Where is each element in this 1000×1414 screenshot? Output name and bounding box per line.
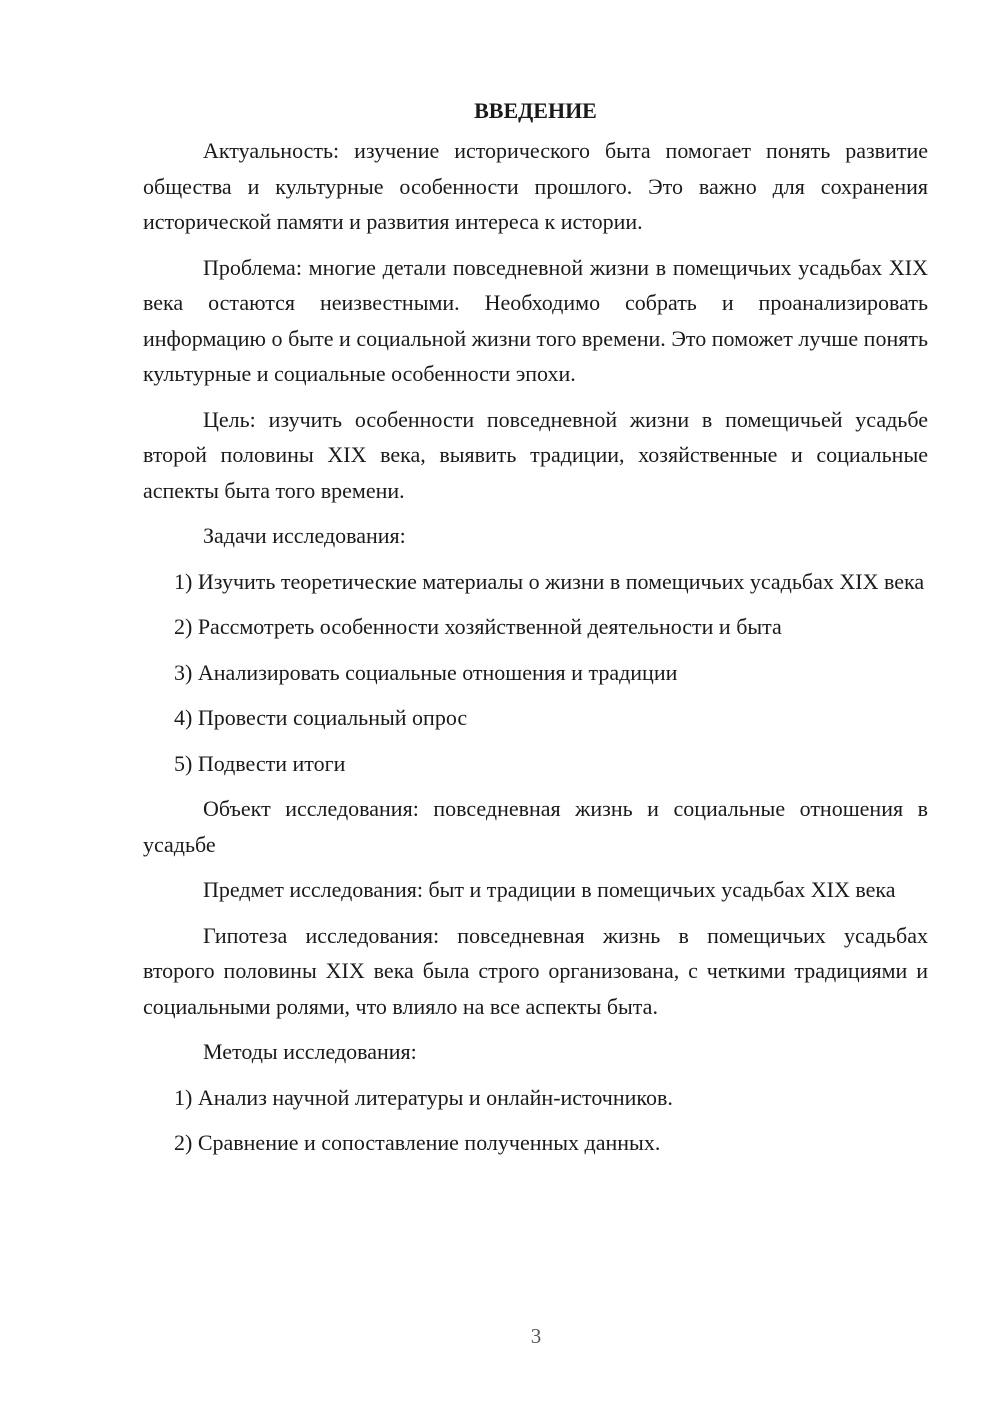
method-item: 2) Сравнение и сопоставление полученных данных. xyxy=(174,1130,661,1155)
document-page xyxy=(143,93,928,1171)
task-item: 5) Подвести итоги xyxy=(174,750,346,776)
task-item: 3) Анализировать социальные отношения и традиции xyxy=(174,659,678,685)
task-item: 2) Рассмотреть особенности хозяйственной деятельности и быта xyxy=(174,614,782,639)
section-title: ВВЕДЕНИЕ xyxy=(474,98,597,123)
hypothesis-paragraph: Гипотеза исследования: повседневная жизнь в помещичьих усадьбах второго половины XIX века была строго организована, с четкими традициями и социальными ролями, что влияло на все аспекты быта. xyxy=(143,922,928,1019)
goal-paragraph: Цель: изучить особенности повседневной жизни в помещичьей усадьбе второй половины XIX века, выявить традиции, хозяйственные и социальные аспекты быта того времени. xyxy=(143,406,928,503)
subject-paragraph: Предмет исследования: быт и традиции в помещичьих усадьбах XIX века xyxy=(203,877,896,902)
task-item: 4) Провести социальный опрос xyxy=(174,705,468,730)
task-item: 1) Изучить теоретические материалы о жизни в помещичьих усадьбах XIX века xyxy=(174,568,925,594)
page-number: 3 xyxy=(530,1324,542,1348)
method-item: 1) Анализ научной литературы и онлайн-источников. xyxy=(174,1084,673,1110)
methods-heading: Методы исследования: xyxy=(203,1039,417,1064)
object-paragraph: Объект исследования: повседневная жизнь и социальные отношения в усадьбе xyxy=(143,796,928,857)
problem-paragraph: Проблема: многие детали повседневной жизни в помещичьих усадьбах XIX века остаются неизвестными. Необходимо собрать и проанализировать информацию о быте и социальной жизни того времени. Это поможет лучше понять культурные и социальные особенности эпохи. xyxy=(143,254,928,386)
relevance-paragraph: Актуальность: изучение исторического быта помогает понять развитие общества и культурные особенности прошлого. Это важно для сохранения исторической памяти и развития интереса к истории. xyxy=(143,138,928,234)
tasks-heading: Задачи исследования: xyxy=(203,523,406,548)
